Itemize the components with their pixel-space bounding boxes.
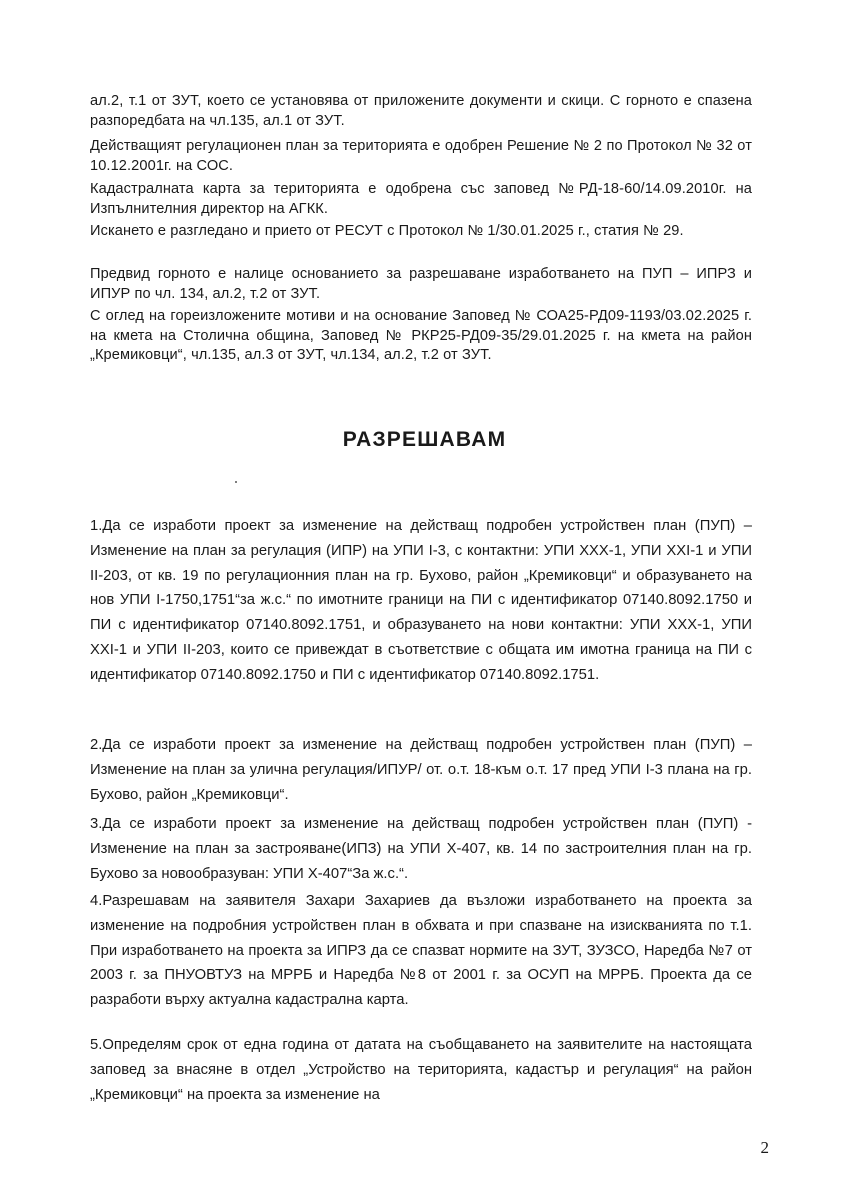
intro-paragraph-4: Искането е разгледано и прието от РЕСУТ с Протокол № 1/30.01.2025 г., статия № 29. [90,223,684,239]
intro-paragraph-1: ал.2, т.1 от ЗУТ, което се установява от приложените документи и скици. С горното е спазена разпоредбата на чл.135, ал.1 от ЗУТ. [90,93,752,129]
intro-paragraph-3: Кадастралната карта за територията е одобрена със заповед №РД-18-60/14.09.2010г. на Изпълнителния директор на АГКК. [90,181,752,217]
intro-paragraph-5: Предвид горното е налице основанието за разрешаване изработването на ПУП – ИПРЗ и ИПУР по чл. 134, ал.2, т.2 от ЗУТ. [90,266,752,302]
order-item-4: 4.Разрешавам на заявителя Захари Захариев да възложи изработването на проекта за изменение на подробния устройствен план в обхвата и при спазване на изискванията по т.1. При изработването на проекта за ИПРЗ да се спазват нормите на ЗУТ, ЗУЗСО, Наредба №7 от 2003 г. за ПНУОВТУЗ на МРРБ и Наредба №8 от 2001 г. за ОСУП на МРРБ. Проекта да се разработи върху актуална кадастрална карта. [90,893,752,1009]
order-item-5: 5.Определям срок от една година от датата на съобщаването на заявителите на настоящата заповед за внасяне в отдел „Устройство на територията, кадастър и регулация“ на район „Кремиковци“ на проекта за изменение на [90,1037,752,1103]
scan-speck [235,481,237,483]
decision-heading: РАЗРЕШАВАМ [342,428,507,451]
intro-paragraph-6: С оглед на гореизложените мотиви и на основание Заповед № СОА25-РД09-1193/03.02.2025 г. на кмета на Столична община, Заповед № РКР25-РД09-35/29.01.2025 г. на кмета на район „Кремиковци“, чл.135, ал.3 от ЗУТ, чл.134, ал.2, т.2 от ЗУТ. [90,308,752,364]
order-item-2: 2.Да се изработи проект за изменение на действащ подробен устройствен план (ПУП) – Изменение на план за улична регулация/ИПУР/ от. о.т. 18-към о.т. 17 пред УПИ I-3 плана на гр. Бухово, район „Кремиковци“. [90,737,752,803]
order-item-3: 3.Да се изработи проект за изменение на действащ подробен устройствен план (ПУП) - Изменение на план за застрояване(ИПЗ) на УПИ X-407, кв. 14 по застроителния план на гр. Бухово за новообразуван: УПИ X-407“За ж.с.“. [90,816,752,882]
order-item-1: 1.Да се изработи проект за изменение на действащ подробен устройствен план (ПУП) – Изменение на план за регулация (ИПР) на УПИ I-3, с контактни: УПИ XXX-1, УПИ XXI-1 и УПИ II-203, от кв. 19 по регулационния план на гр. Бухово, район „Кремиковци“ и образуването на нов УПИ I-1750,1751“за ж.с.“ по имотните граници на ПИ с идентификатор 07140.8092.1750 и ПИ с идентификатор 07140.8092.1751, и образуването на нови контактни: УПИ XXX-1, УПИ XXI-1 и УПИ II-203, които се привеждат в съответствие с общата им имотна граница на ПИ с идентификатор 07140.8092.1750 и ПИ с идентификатор 07140.8092.1751. [90,518,752,683]
page-number: 2 [760,1138,769,1157]
intro-paragraph-2: Действащият регулационен план за територията е одобрен Решение № 2 по Протокол № 32 от 10.12.2001г. на СОС. [90,138,752,174]
